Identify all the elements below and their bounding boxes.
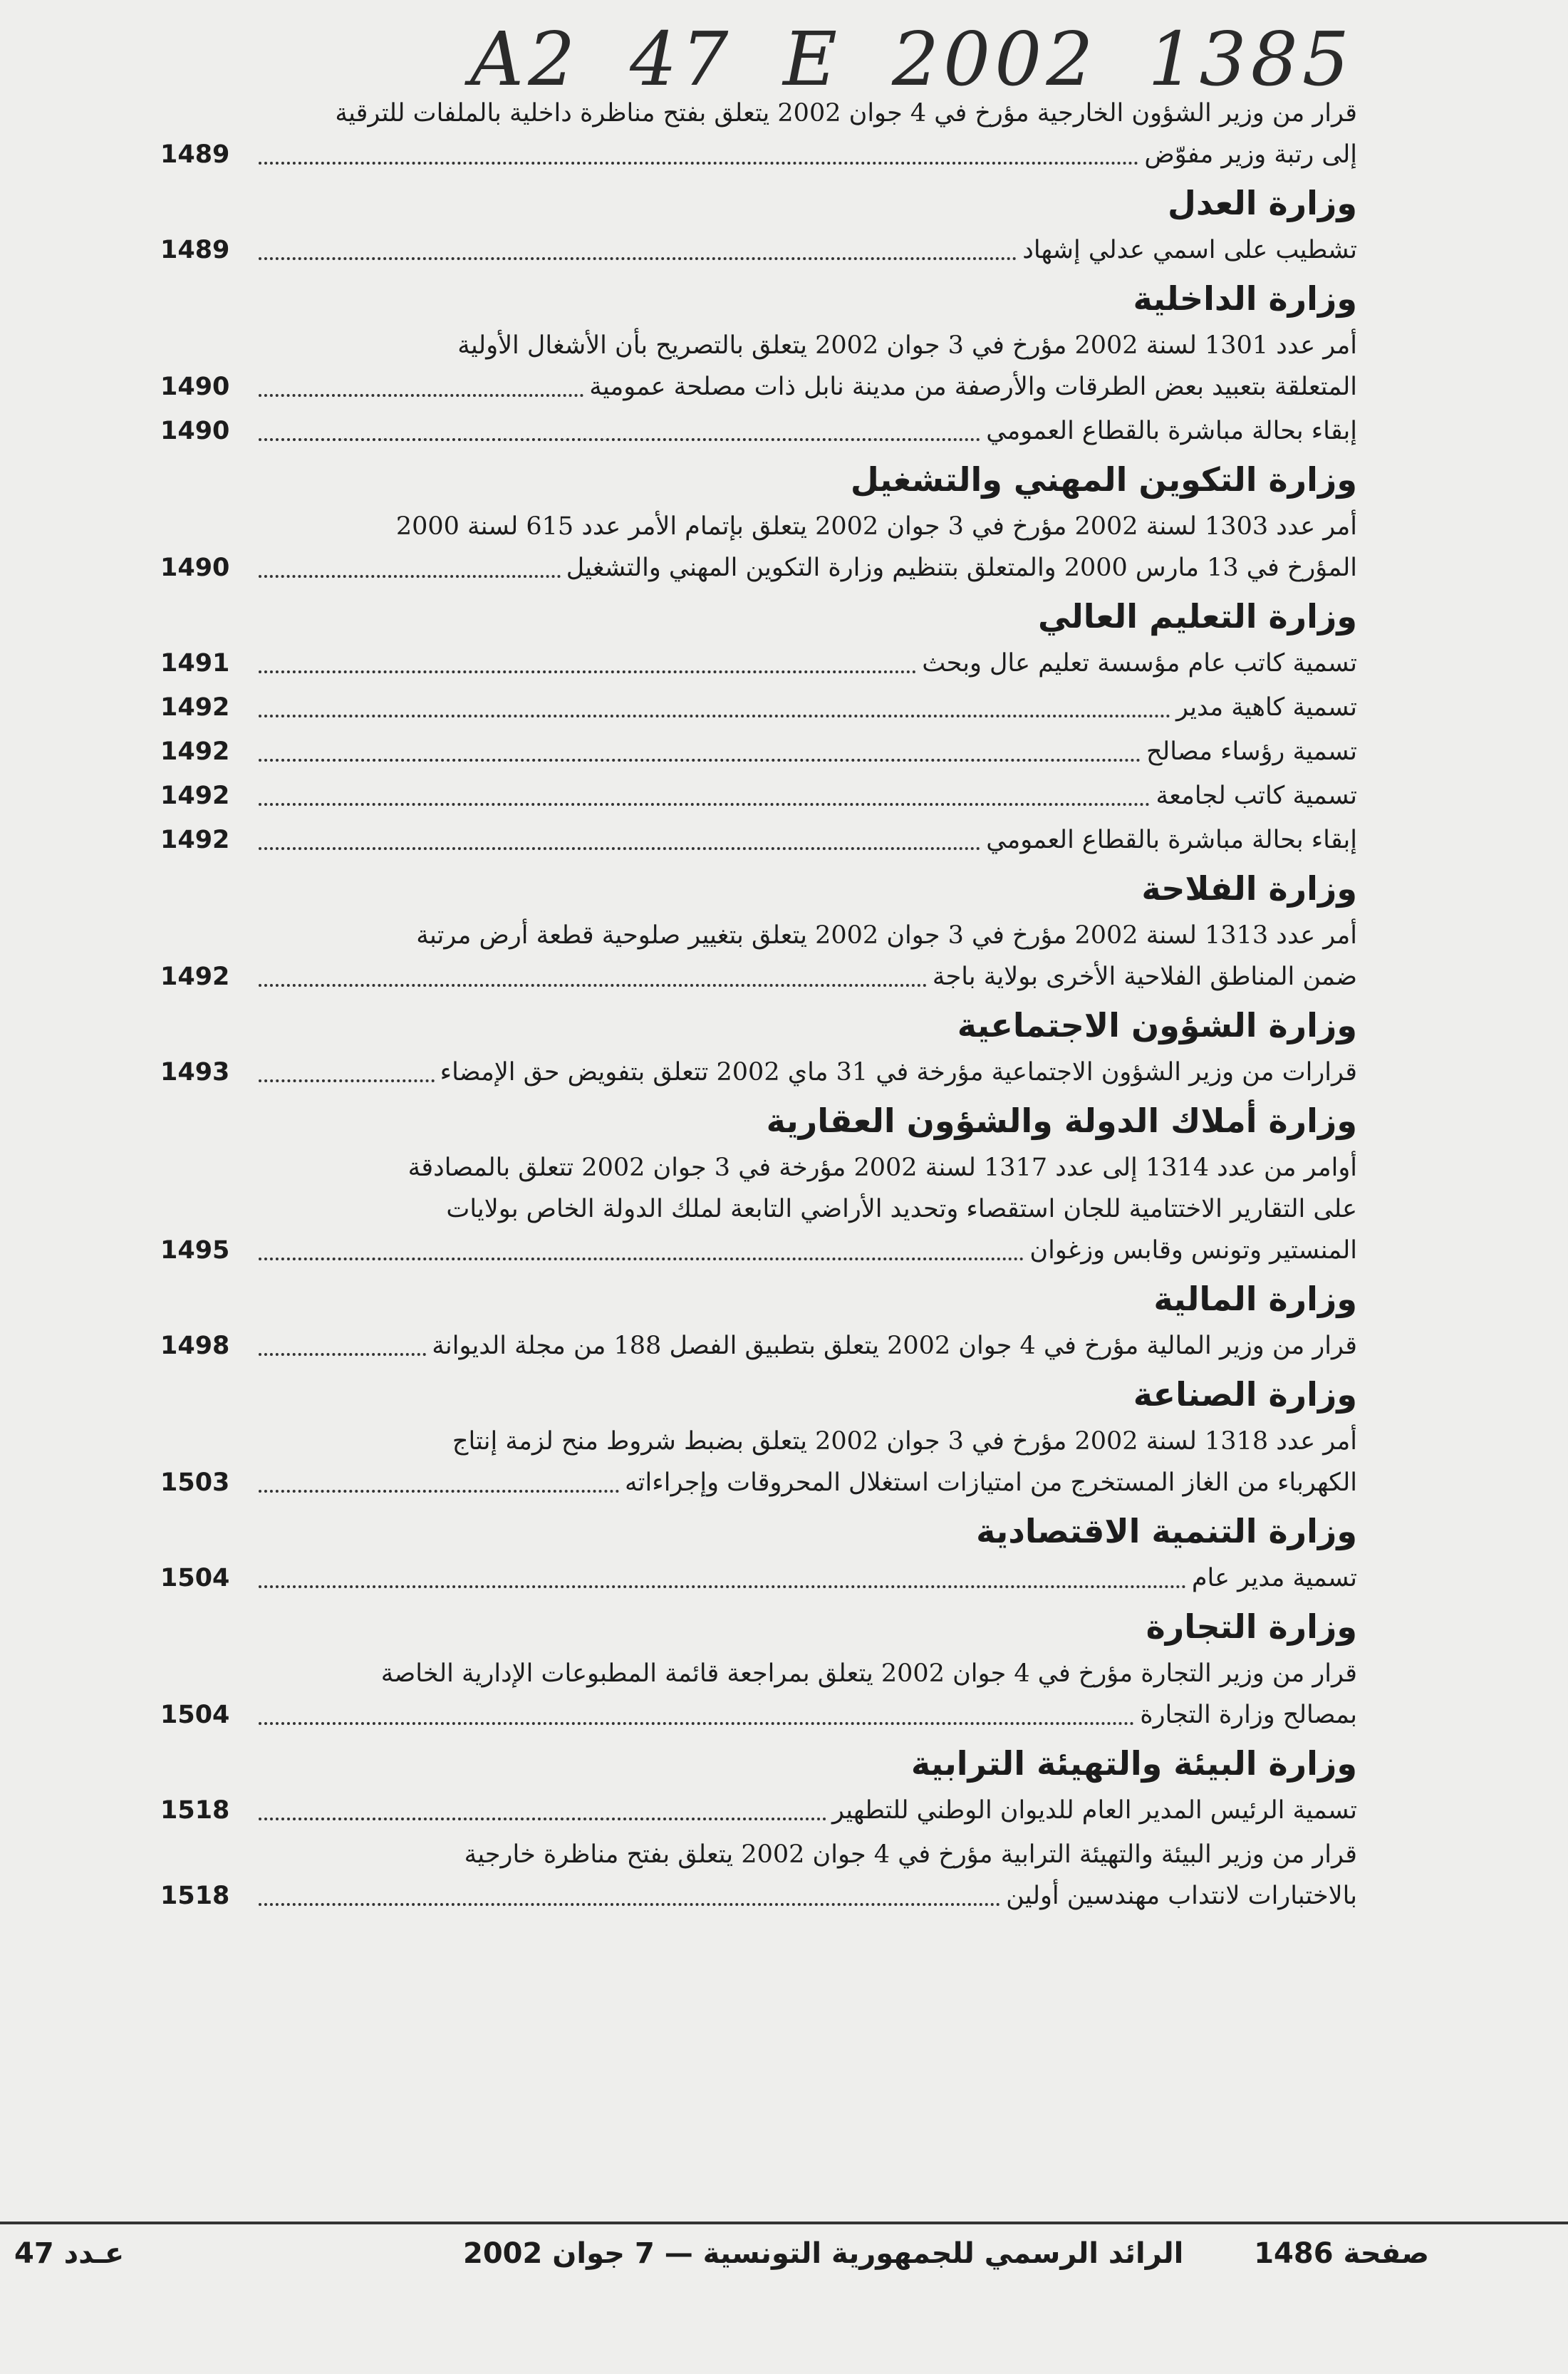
entry-page-number: 1489 xyxy=(160,140,230,169)
dot-leader xyxy=(259,715,1170,717)
entry-text: قرار من وزير البيئة والتهيئة الترابية مؤرخ في 4 جوان 2002 يتعلق بفتح مناظرة خارجية xyxy=(464,1840,1357,1869)
ministry-heading: وزارة العدل xyxy=(1168,184,1357,222)
toc-entry[interactable] xyxy=(160,1421,1357,1503)
ministry-heading: وزارة التعليم العالي xyxy=(1037,597,1357,636)
ministry-heading: وزارة الشؤون الاجتماعية xyxy=(957,1006,1357,1045)
toc-entry[interactable] xyxy=(160,506,1357,589)
entry-text: إبقاء بحالة مباشرة بالقطاع العمومي xyxy=(986,417,1357,445)
entry-text: تشطيب على اسمي عدلي إشهاد xyxy=(1022,236,1357,264)
entry-page-number: 1492 xyxy=(160,826,230,854)
dot-leader xyxy=(259,257,1017,260)
annotation-part: 1385 xyxy=(1148,16,1354,103)
entry-page-number: 1518 xyxy=(160,1882,230,1910)
dot-leader xyxy=(259,670,916,673)
toc-entry[interactable] xyxy=(160,1834,1357,1917)
entry-page-number: 1518 xyxy=(160,1796,230,1825)
dot-leader xyxy=(259,575,561,578)
entry-text: تسمية كاتب عام مؤسسة تعليم عال وبحث xyxy=(922,649,1357,678)
toc-entry[interactable] xyxy=(160,93,1357,175)
entry-page-number: 1490 xyxy=(160,554,230,582)
toc-entry[interactable] xyxy=(160,1557,1357,1599)
ministry-heading: وزارة الداخلية xyxy=(1133,279,1357,318)
ministry-heading: وزارة الصناعة xyxy=(1133,1375,1357,1414)
annotation-part: 2002 xyxy=(891,16,1098,103)
annotation-part: A2 xyxy=(470,16,580,103)
entry-text: أمر عدد 1301 لسنة 2002 مؤرخ في 3 جوان 2002 يتعلق بالتصريح بأن الأشغال الأولية xyxy=(457,331,1357,360)
footer-issue-number: عـدد 47 xyxy=(14,2237,125,2270)
entry-text: تسمية رؤساء مصالح xyxy=(1146,737,1357,766)
entry-page-number: 1490 xyxy=(160,373,230,401)
toc-entry[interactable] xyxy=(160,643,1357,684)
entry-page-number: 1498 xyxy=(160,1332,230,1360)
ministry-heading: وزارة البيئة والتهيئة الترابية xyxy=(910,1744,1357,1783)
dot-leader xyxy=(259,984,927,987)
entry-text: تسمية مدير عام xyxy=(1191,1564,1357,1592)
dot-leader xyxy=(259,1585,1186,1588)
entry-page-number: 1495 xyxy=(160,1236,230,1265)
ministry-heading: وزارة التنمية الاقتصادية xyxy=(976,1512,1357,1550)
ministry-heading: وزارة الفلاحة xyxy=(1141,869,1357,908)
entry-page-number: 1489 xyxy=(160,236,230,264)
toc-entry[interactable] xyxy=(160,1653,1357,1736)
entry-page-number: 1492 xyxy=(160,782,230,810)
toc-entry[interactable] xyxy=(160,819,1357,861)
dot-leader xyxy=(259,438,980,441)
dot-leader xyxy=(259,162,1138,165)
annotation-part: E xyxy=(783,16,842,103)
entry-text: قرارات من وزير الشؤون الاجتماعية مؤرخة في 31 ماي 2002 تتعلق بتفويض حق الإمضاء xyxy=(440,1058,1357,1087)
dot-leader xyxy=(259,1490,619,1493)
footer-page-number: صفحة 1486 xyxy=(1254,2237,1429,2270)
dot-leader xyxy=(259,759,1141,762)
entry-page-number: 1492 xyxy=(160,963,230,991)
entry-text: المتعلقة بتعبيد بعض الطرقات والأرصفة من مدينة نابل ذات مصلحة عمومية xyxy=(589,373,1357,401)
ministry-heading: وزارة أملاك الدولة والشؤون العقارية xyxy=(766,1102,1357,1140)
entry-text: على التقارير الاختتامية للجان استقصاء وتحديد الأراضي التابعة لملك الدولة الخاص بولايات xyxy=(446,1195,1357,1223)
dot-leader xyxy=(259,1722,1134,1725)
entry-text: أوامر من عدد 1314 إلى عدد 1317 لسنة 2002 مؤرخة في 3 جوان 2002 تتعلق بالمصادقة xyxy=(407,1154,1357,1182)
entry-text: قرار من وزير المالية مؤرخ في 4 جوان 2002 يتعلق بتطبيق الفصل 188 من مجلة الديوانة xyxy=(432,1332,1357,1360)
dot-leader xyxy=(259,1079,435,1082)
toc-entry[interactable] xyxy=(160,1052,1357,1093)
entry-text: بمصالح وزارة التجارة xyxy=(1140,1701,1357,1729)
dot-leader xyxy=(259,803,1150,806)
dot-leader xyxy=(259,1258,1024,1260)
entry-text: الكهرباء من الغاز المستخرج من امتيازات استغلال المحروقات وإجراءاته xyxy=(625,1468,1357,1497)
handwritten-annotation xyxy=(470,16,1354,103)
entry-text: قرار من وزير التجارة مؤرخ في 4 جوان 2002 يتعلق بمراجعة قائمة المطبوعات الإدارية الخاصة xyxy=(380,1659,1357,1688)
toc-entry[interactable] xyxy=(160,1325,1357,1367)
ministry-heading: وزارة التجارة xyxy=(1146,1607,1357,1646)
ministry-heading: وزارة التكوين المهني والتشغيل xyxy=(850,460,1357,499)
entry-page-number: 1492 xyxy=(160,693,230,722)
dot-leader xyxy=(259,394,583,397)
entry-text: أمر عدد 1303 لسنة 2002 مؤرخ في 3 جوان 2002 يتعلق بإتمام الأمر عدد 615 لسنة 2000 xyxy=(395,512,1357,541)
dot-leader xyxy=(259,1903,1000,1906)
dot-leader xyxy=(259,847,980,850)
toc-entry[interactable] xyxy=(160,775,1357,817)
entry-page-number: 1490 xyxy=(160,417,230,445)
entry-text: تسمية كاهية مدير xyxy=(1175,693,1357,722)
toc-entry[interactable] xyxy=(160,325,1357,408)
toc-entry[interactable] xyxy=(160,731,1357,772)
entry-page-number: 1504 xyxy=(160,1701,230,1729)
annotation-part: 47 xyxy=(630,16,733,103)
entry-text: تسمية كاتب لجامعة xyxy=(1156,782,1357,810)
entry-text: بالاختبارات لانتداب مهندسين أولين xyxy=(1006,1882,1357,1910)
entry-text: أمر عدد 1318 لسنة 2002 مؤرخ في 3 جوان 2002 يتعلق بضبط شروط منح لزمة إنتاج xyxy=(452,1427,1357,1456)
ministry-heading: وزارة المالية xyxy=(1153,1280,1357,1318)
entry-text: إلى رتبة وزير مفوّض xyxy=(1144,140,1357,169)
entry-page-number: 1493 xyxy=(160,1058,230,1087)
entry-text: تسمية الرئيس المدير العام للديوان الوطني للتطهير xyxy=(831,1796,1357,1825)
toc-entry[interactable] xyxy=(160,1790,1357,1831)
toc-entry[interactable] xyxy=(160,410,1357,452)
page-footer xyxy=(0,2222,1568,2289)
toc-entry[interactable] xyxy=(160,687,1357,728)
toc-entry[interactable] xyxy=(160,229,1357,271)
footer-journal-title: الرائد الرسمي للجمهورية التونسية — 7 جوان 2002 xyxy=(463,2237,1184,2270)
entry-text: المؤرخ في 13 مارس 2000 والمتعلق بتنظيم وزارة التكوين المهني والتشغيل xyxy=(566,554,1357,582)
entry-page-number: 1504 xyxy=(160,1564,230,1592)
entry-text: المنستير وتونس وقابس وزغوان xyxy=(1029,1236,1357,1265)
dot-leader xyxy=(259,1353,426,1356)
entry-text: أمر عدد 1313 لسنة 2002 مؤرخ في 3 جوان 2002 يتعلق بتغيير صلوحية قطعة أرض مرتبة xyxy=(416,921,1357,950)
entry-page-number: 1503 xyxy=(160,1468,230,1497)
entry-text: قرار من وزير الشؤون الخارجية مؤرخ في 4 جوان 2002 يتعلق بفتح مناظرة داخلية بالملفات للترقية xyxy=(335,99,1357,128)
toc-entry[interactable] xyxy=(160,915,1357,997)
entry-page-number: 1492 xyxy=(160,737,230,766)
entry-page-number: 1491 xyxy=(160,649,230,678)
entry-text: ضمن المناطق الفلاحية الأخرى بولاية باجة xyxy=(932,963,1357,991)
table-of-contents xyxy=(160,93,1357,1917)
toc-entry[interactable] xyxy=(160,1147,1357,1271)
entry-text: إبقاء بحالة مباشرة بالقطاع العمومي xyxy=(986,826,1357,854)
dot-leader xyxy=(259,1818,826,1820)
